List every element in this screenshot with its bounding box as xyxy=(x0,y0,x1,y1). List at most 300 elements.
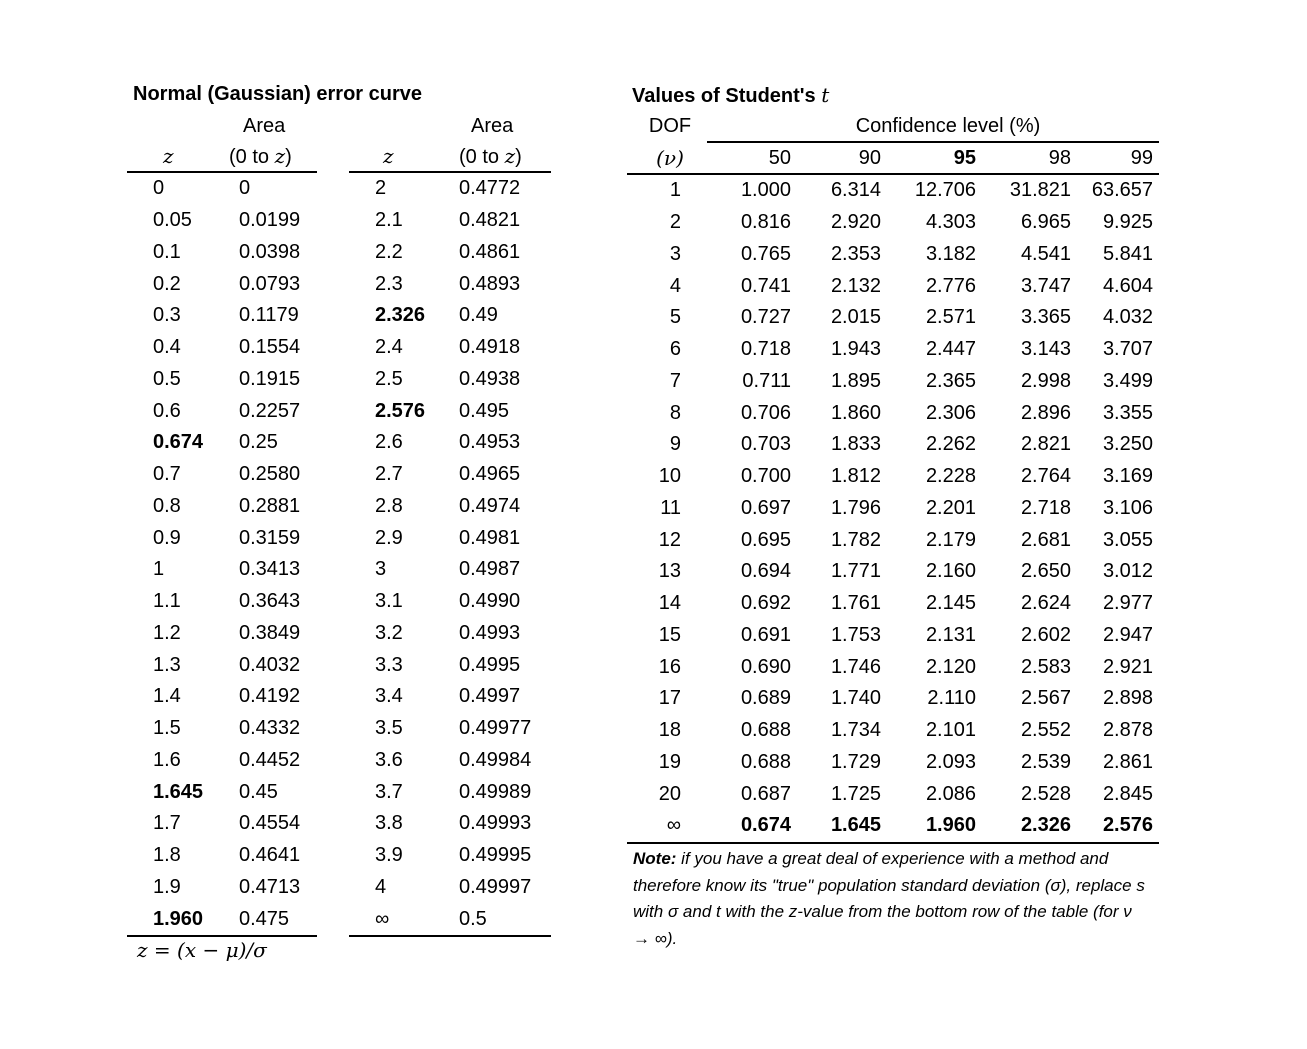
t-value: 2.845 xyxy=(1102,782,1153,805)
area-value: 0.4861 xyxy=(459,240,521,263)
confidence-level-header: 99 xyxy=(1077,142,1159,174)
t-value: 2.179 xyxy=(925,528,976,551)
z-value: 3.5 xyxy=(375,717,403,740)
t-value: 3.747 xyxy=(1020,274,1071,297)
t-value: 1.729 xyxy=(830,750,881,773)
z-value: 1.4 xyxy=(153,685,181,708)
z-value: 2.4 xyxy=(375,336,403,359)
t-value: 3.182 xyxy=(925,242,976,265)
t-value: 3.499 xyxy=(1102,369,1153,392)
table-row xyxy=(627,270,1159,302)
area-value: 0.49984 xyxy=(459,748,532,771)
dof-value: 5 xyxy=(669,306,681,329)
z-value: 0 xyxy=(153,177,165,200)
area-value: 0.0199 xyxy=(239,209,301,232)
z-formula: z = (x − μ)/σ xyxy=(137,938,267,962)
area-value: 0.49977 xyxy=(459,717,532,740)
z-value: 1.3 xyxy=(153,653,181,676)
t-value: 1.746 xyxy=(830,655,881,678)
t-value: 5.841 xyxy=(1102,242,1153,265)
t-value: 2.921 xyxy=(1102,655,1153,678)
table-row xyxy=(627,366,1159,398)
confidence-level-header: 98 xyxy=(982,142,1077,174)
z-header: z xyxy=(349,141,449,172)
z-value: 1.6 xyxy=(153,748,181,771)
table-row xyxy=(627,207,1159,239)
t-value: 4.604 xyxy=(1102,274,1153,297)
dof-value: 8 xyxy=(669,401,681,424)
t-value: 1.740 xyxy=(830,687,881,710)
table-row xyxy=(127,268,317,300)
t-value: 1.782 xyxy=(830,528,881,551)
z-value: 2.6 xyxy=(375,431,403,454)
t-value: 0.703 xyxy=(740,433,791,456)
table-row xyxy=(627,334,1159,366)
t-value: 0.692 xyxy=(740,592,791,615)
z-value: 2.7 xyxy=(375,463,403,486)
t-value: 0.695 xyxy=(740,528,791,551)
t-value: 1.000 xyxy=(740,179,791,202)
dof-value: ∞ xyxy=(627,810,707,843)
z-value: 2.1 xyxy=(375,209,403,232)
area-value: 0.4990 xyxy=(459,590,521,613)
dof-value: 16 xyxy=(658,655,681,678)
table-row xyxy=(349,554,551,586)
area-value: 0.1915 xyxy=(239,367,301,390)
z-value: 3.8 xyxy=(375,812,403,835)
area-value: 0.2881 xyxy=(239,494,301,517)
t-value: 1.725 xyxy=(830,782,881,805)
t-value: 2.552 xyxy=(1020,719,1071,742)
t-value: 0.741 xyxy=(740,274,791,297)
t-value: 3.707 xyxy=(1102,338,1153,361)
t-value: 0.765 xyxy=(740,242,791,265)
area-value: 0.2580 xyxy=(239,463,301,486)
z-value: ∞ xyxy=(349,903,449,936)
area-value: 0.4938 xyxy=(459,367,521,390)
t-value: 2.539 xyxy=(1020,750,1071,773)
table-row xyxy=(349,618,551,650)
dof-value: 6 xyxy=(669,338,681,361)
table-row xyxy=(349,745,551,777)
table-row xyxy=(627,588,1159,620)
dof-value: 18 xyxy=(658,719,681,742)
t-value: 2.998 xyxy=(1020,369,1071,392)
area-value: 0.1179 xyxy=(239,304,299,327)
t-value: 2.920 xyxy=(830,211,881,234)
table-row xyxy=(349,776,551,808)
t-value: 2.353 xyxy=(830,242,881,265)
z-value: 3.9 xyxy=(375,844,403,867)
z-value: 2 xyxy=(375,177,387,200)
table-row xyxy=(127,332,317,364)
t-value: 2.764 xyxy=(1020,465,1071,488)
normal-table-left xyxy=(127,111,317,937)
confidence-level-header: 50 xyxy=(707,142,797,174)
z-value: 1.8 xyxy=(153,844,181,867)
t-value: 3.143 xyxy=(1020,338,1071,361)
t-value: 2.160 xyxy=(925,560,976,583)
z-value: 3.3 xyxy=(375,653,403,676)
z-value: 2.9 xyxy=(375,526,403,549)
table-row xyxy=(627,683,1159,715)
t-value: 2.101 xyxy=(925,719,976,742)
dof-value: 13 xyxy=(658,560,681,583)
t-value: 2.898 xyxy=(1102,687,1153,710)
area-value: 0.0793 xyxy=(239,272,301,295)
table-row xyxy=(349,172,551,205)
confidence-level-header: 90 xyxy=(797,142,887,174)
dof-value: 1 xyxy=(669,179,681,202)
t-value: 2.681 xyxy=(1020,528,1071,551)
t-value: 2.262 xyxy=(925,433,976,456)
t-value: 3.169 xyxy=(1102,465,1153,488)
area-value: 0.0398 xyxy=(239,240,301,263)
t-value: 12.706 xyxy=(914,179,976,202)
table-row xyxy=(627,493,1159,525)
t-value: 2.201 xyxy=(925,496,976,519)
area-value: 0.3643 xyxy=(239,590,301,613)
t-value: 3.365 xyxy=(1020,306,1071,329)
table-row xyxy=(127,618,317,650)
t-value: 1.960 xyxy=(887,810,982,843)
z-value: 2.3 xyxy=(375,272,403,295)
t-value: 0.687 xyxy=(740,782,791,805)
area-value: 0.4893 xyxy=(459,272,521,295)
table-row xyxy=(627,715,1159,747)
note-text: if you have a great deal of experience with a method and therefore know its "true" population standard deviation (σ), replace s with σ and t with the z-value from the bottom row of the table (for ν → ∞). xyxy=(633,849,1145,948)
t-value: 0.688 xyxy=(740,750,791,773)
area-value: 0.4953 xyxy=(459,431,521,454)
z-value: 0.3 xyxy=(153,304,181,327)
z-value: 2.5 xyxy=(375,367,403,390)
t-value: 0.674 xyxy=(707,810,797,843)
dof-value: 3 xyxy=(669,242,681,265)
table-row xyxy=(349,903,551,936)
t-value: 0.690 xyxy=(740,655,791,678)
t-value: 2.571 xyxy=(925,306,976,329)
area-header: Area xyxy=(471,114,514,137)
table-row xyxy=(627,651,1159,683)
z-value: 0.1 xyxy=(153,240,181,263)
table-row xyxy=(127,554,317,586)
t-value: 31.821 xyxy=(1009,179,1071,202)
table-row xyxy=(127,237,317,269)
z-value: 1.5 xyxy=(153,717,181,740)
z-value: 3.7 xyxy=(375,780,403,803)
t-value: 9.925 xyxy=(1102,211,1153,234)
t-value: 2.776 xyxy=(925,274,976,297)
z-value: 0.2 xyxy=(153,272,181,295)
t-value: 1.753 xyxy=(830,623,881,646)
area-value: 0.4918 xyxy=(459,336,521,359)
t-value: 0.700 xyxy=(740,465,791,488)
dof-value: 11 xyxy=(660,496,681,519)
t-value: 1.895 xyxy=(830,369,881,392)
area-value: 0 xyxy=(239,177,251,200)
area-value: 0.49 xyxy=(459,304,498,327)
t-value: 4.541 xyxy=(1020,242,1071,265)
t-value: 2.326 xyxy=(982,810,1077,843)
z-value: 2.326 xyxy=(375,304,426,327)
table-row xyxy=(627,747,1159,779)
t-value: 3.355 xyxy=(1102,401,1153,424)
t-value: 2.132 xyxy=(830,274,881,297)
table-row xyxy=(127,649,317,681)
t-value: 1.734 xyxy=(830,719,881,742)
table-row xyxy=(127,427,317,459)
area-value: 0.49993 xyxy=(459,812,532,835)
z-value: 0.05 xyxy=(153,209,192,232)
t-value: 2.977 xyxy=(1102,592,1153,615)
t-value: 1.645 xyxy=(797,810,887,843)
z-value: 1.960 xyxy=(127,903,227,936)
table-row xyxy=(127,300,317,332)
t-value: 1.943 xyxy=(830,338,881,361)
table-row xyxy=(349,681,551,713)
t-value: 0.706 xyxy=(740,401,791,424)
t-value: 0.691 xyxy=(740,623,791,646)
table-row xyxy=(349,268,551,300)
t-value: 2.086 xyxy=(925,782,976,805)
t-value: 63.657 xyxy=(1091,179,1153,202)
area-header: Area xyxy=(243,114,286,137)
table-row xyxy=(627,778,1159,810)
z-value: 0.8 xyxy=(153,494,181,517)
t-value: 2.602 xyxy=(1020,623,1071,646)
t-value: 0.727 xyxy=(740,306,791,329)
table-row xyxy=(349,300,551,332)
area-value: 0.4821 xyxy=(459,209,521,232)
table-row xyxy=(349,713,551,745)
area-value: 0.5 xyxy=(449,903,551,936)
table-row xyxy=(127,586,317,618)
area-value: 0.49995 xyxy=(459,844,532,867)
t-value: 1.761 xyxy=(830,592,881,615)
area-value: 0.4997 xyxy=(459,685,521,708)
t-value: 2.878 xyxy=(1102,719,1153,742)
t-value: 2.624 xyxy=(1020,592,1071,615)
t-value: 2.861 xyxy=(1102,750,1153,773)
dof-value: 14 xyxy=(658,592,681,615)
z-value: 1.645 xyxy=(153,780,204,803)
table-row xyxy=(127,491,317,523)
z-value: 3.2 xyxy=(375,621,403,644)
table-row xyxy=(127,172,317,205)
t-value: 2.131 xyxy=(925,623,976,646)
note xyxy=(633,846,1153,952)
t-value: 2.447 xyxy=(925,338,976,361)
t-value: 2.228 xyxy=(925,465,976,488)
t-value: 6.965 xyxy=(1020,211,1071,234)
normal-table-title: Normal (Gaussian) error curve xyxy=(133,83,422,105)
table-row xyxy=(127,364,317,396)
table-row xyxy=(349,459,551,491)
table-row xyxy=(349,395,551,427)
t-value: 2.120 xyxy=(925,655,976,678)
table-row xyxy=(349,586,551,618)
dof-header: DOF xyxy=(648,115,692,137)
area-value: 0.3849 xyxy=(239,621,301,644)
t-value: 2.821 xyxy=(1020,433,1071,456)
table-row xyxy=(349,840,551,872)
table-row xyxy=(127,205,317,237)
note-label: Note: xyxy=(633,849,677,868)
z-value: 0.7 xyxy=(153,463,181,486)
z-value: 4 xyxy=(375,875,387,898)
table-row xyxy=(127,776,317,808)
t-table-title: Values of Student's t xyxy=(632,83,830,107)
table-row xyxy=(349,332,551,364)
z-value: 3.4 xyxy=(375,685,403,708)
confidence-level-header: 95 xyxy=(887,142,982,174)
table-row xyxy=(349,427,551,459)
table-row xyxy=(349,808,551,840)
table-row xyxy=(127,903,317,936)
table-row xyxy=(349,491,551,523)
z-value: 2.8 xyxy=(375,494,403,517)
area-value: 0.4772 xyxy=(459,177,521,200)
area-value: 0.25 xyxy=(239,431,278,454)
table-row xyxy=(349,872,551,904)
area-value: 0.1554 xyxy=(239,336,301,359)
z-value: 3.1 xyxy=(375,590,403,613)
area-value: 0.4452 xyxy=(239,748,301,771)
dof-value: 15 xyxy=(658,623,681,646)
z-value: 3 xyxy=(375,558,387,581)
dof-value: 12 xyxy=(658,528,681,551)
table-row xyxy=(127,872,317,904)
dof-value: 17 xyxy=(658,687,681,710)
t-value: 0.718 xyxy=(740,338,791,361)
t-value: 6.314 xyxy=(830,179,881,202)
area-value: 0.495 xyxy=(459,399,510,422)
t-value: 1.860 xyxy=(830,401,881,424)
t-value: 2.306 xyxy=(925,401,976,424)
t-value: 2.365 xyxy=(925,369,976,392)
area-value: 0.4641 xyxy=(239,844,301,867)
table-row xyxy=(627,302,1159,334)
area-value: 0.4554 xyxy=(239,812,301,835)
t-value: 3.106 xyxy=(1102,496,1153,519)
t-value: 2.583 xyxy=(1020,655,1071,678)
t-table xyxy=(627,111,1159,844)
table-row xyxy=(127,522,317,554)
z-value: 2.576 xyxy=(375,399,426,422)
t-value: 2.896 xyxy=(1020,401,1071,424)
area-value: 0.4713 xyxy=(239,875,301,898)
t-value: 3.012 xyxy=(1102,560,1153,583)
t-value: 1.796 xyxy=(830,496,881,519)
area-value: 0.4032 xyxy=(239,653,301,676)
z-value: 0.6 xyxy=(153,399,181,422)
table-row xyxy=(127,395,317,427)
z-value: 3.6 xyxy=(375,748,403,771)
dof-value: 19 xyxy=(658,750,681,773)
t-value: 2.110 xyxy=(927,687,976,710)
nu-header: (ν) xyxy=(627,142,707,174)
table-row xyxy=(349,205,551,237)
area-value: 0.4993 xyxy=(459,621,521,644)
table-row xyxy=(127,745,317,777)
area-value: 0.475 xyxy=(227,903,317,936)
table-row xyxy=(627,239,1159,271)
area-value: 0.4965 xyxy=(459,463,521,486)
table-row xyxy=(627,397,1159,429)
area-value: 0.4332 xyxy=(239,717,301,740)
area-value: 0.4987 xyxy=(459,558,521,581)
area-value: 0.4974 xyxy=(459,494,521,517)
t-value: 0.688 xyxy=(740,719,791,742)
dof-value: 4 xyxy=(669,274,681,297)
table-row xyxy=(627,429,1159,461)
t-value: 2.145 xyxy=(925,592,976,615)
table-row xyxy=(127,681,317,713)
t-value: 0.689 xyxy=(740,687,791,710)
area-value: 0.4981 xyxy=(459,526,521,549)
dof-value: 7 xyxy=(669,369,681,392)
z-value: 2.2 xyxy=(375,240,403,263)
area-value: 0.4995 xyxy=(459,653,521,676)
t-value: 2.093 xyxy=(925,750,976,773)
table-row xyxy=(127,808,317,840)
area-range-header: (0 to z) xyxy=(449,141,551,172)
z-header: z xyxy=(127,141,227,172)
table-row xyxy=(127,459,317,491)
t-value: 0.694 xyxy=(740,560,791,583)
t-value: 0.697 xyxy=(740,496,791,519)
t-value: 1.833 xyxy=(830,433,881,456)
table-row xyxy=(349,522,551,554)
z-value: 1.9 xyxy=(153,875,181,898)
t-value: 2.015 xyxy=(830,306,881,329)
table-row xyxy=(349,237,551,269)
table-row xyxy=(627,461,1159,493)
z-value: 1.7 xyxy=(153,812,181,835)
z-value: 0.5 xyxy=(153,367,181,390)
z-value: 0.674 xyxy=(153,431,204,454)
area-value: 0.3159 xyxy=(239,526,301,549)
z-value: 1.2 xyxy=(153,621,181,644)
area-range-header: (0 to z) xyxy=(227,141,317,172)
t-value: 4.303 xyxy=(925,211,976,234)
dof-value: 9 xyxy=(669,433,681,456)
t-value: 2.650 xyxy=(1020,560,1071,583)
table-row xyxy=(349,364,551,396)
t-value: 2.718 xyxy=(1020,496,1071,519)
table-row xyxy=(627,620,1159,652)
area-value: 0.3413 xyxy=(239,558,301,581)
t-value: 3.250 xyxy=(1102,433,1153,456)
t-value: 2.528 xyxy=(1020,782,1071,805)
z-value: 0.9 xyxy=(153,526,181,549)
area-value: 0.49989 xyxy=(459,780,532,803)
t-value: 2.947 xyxy=(1102,623,1153,646)
t-value: 1.771 xyxy=(830,560,881,583)
t-value: 2.567 xyxy=(1020,687,1071,710)
table-row xyxy=(627,556,1159,588)
dof-value: 2 xyxy=(669,211,681,234)
dof-value: 10 xyxy=(658,465,681,488)
table-row xyxy=(127,840,317,872)
t-value: 4.032 xyxy=(1102,306,1153,329)
z-value: 0.4 xyxy=(153,336,181,359)
table-row xyxy=(127,713,317,745)
table-row xyxy=(349,649,551,681)
dof-value: 20 xyxy=(658,782,681,805)
area-value: 0.45 xyxy=(239,780,278,803)
t-value: 0.711 xyxy=(742,369,791,392)
